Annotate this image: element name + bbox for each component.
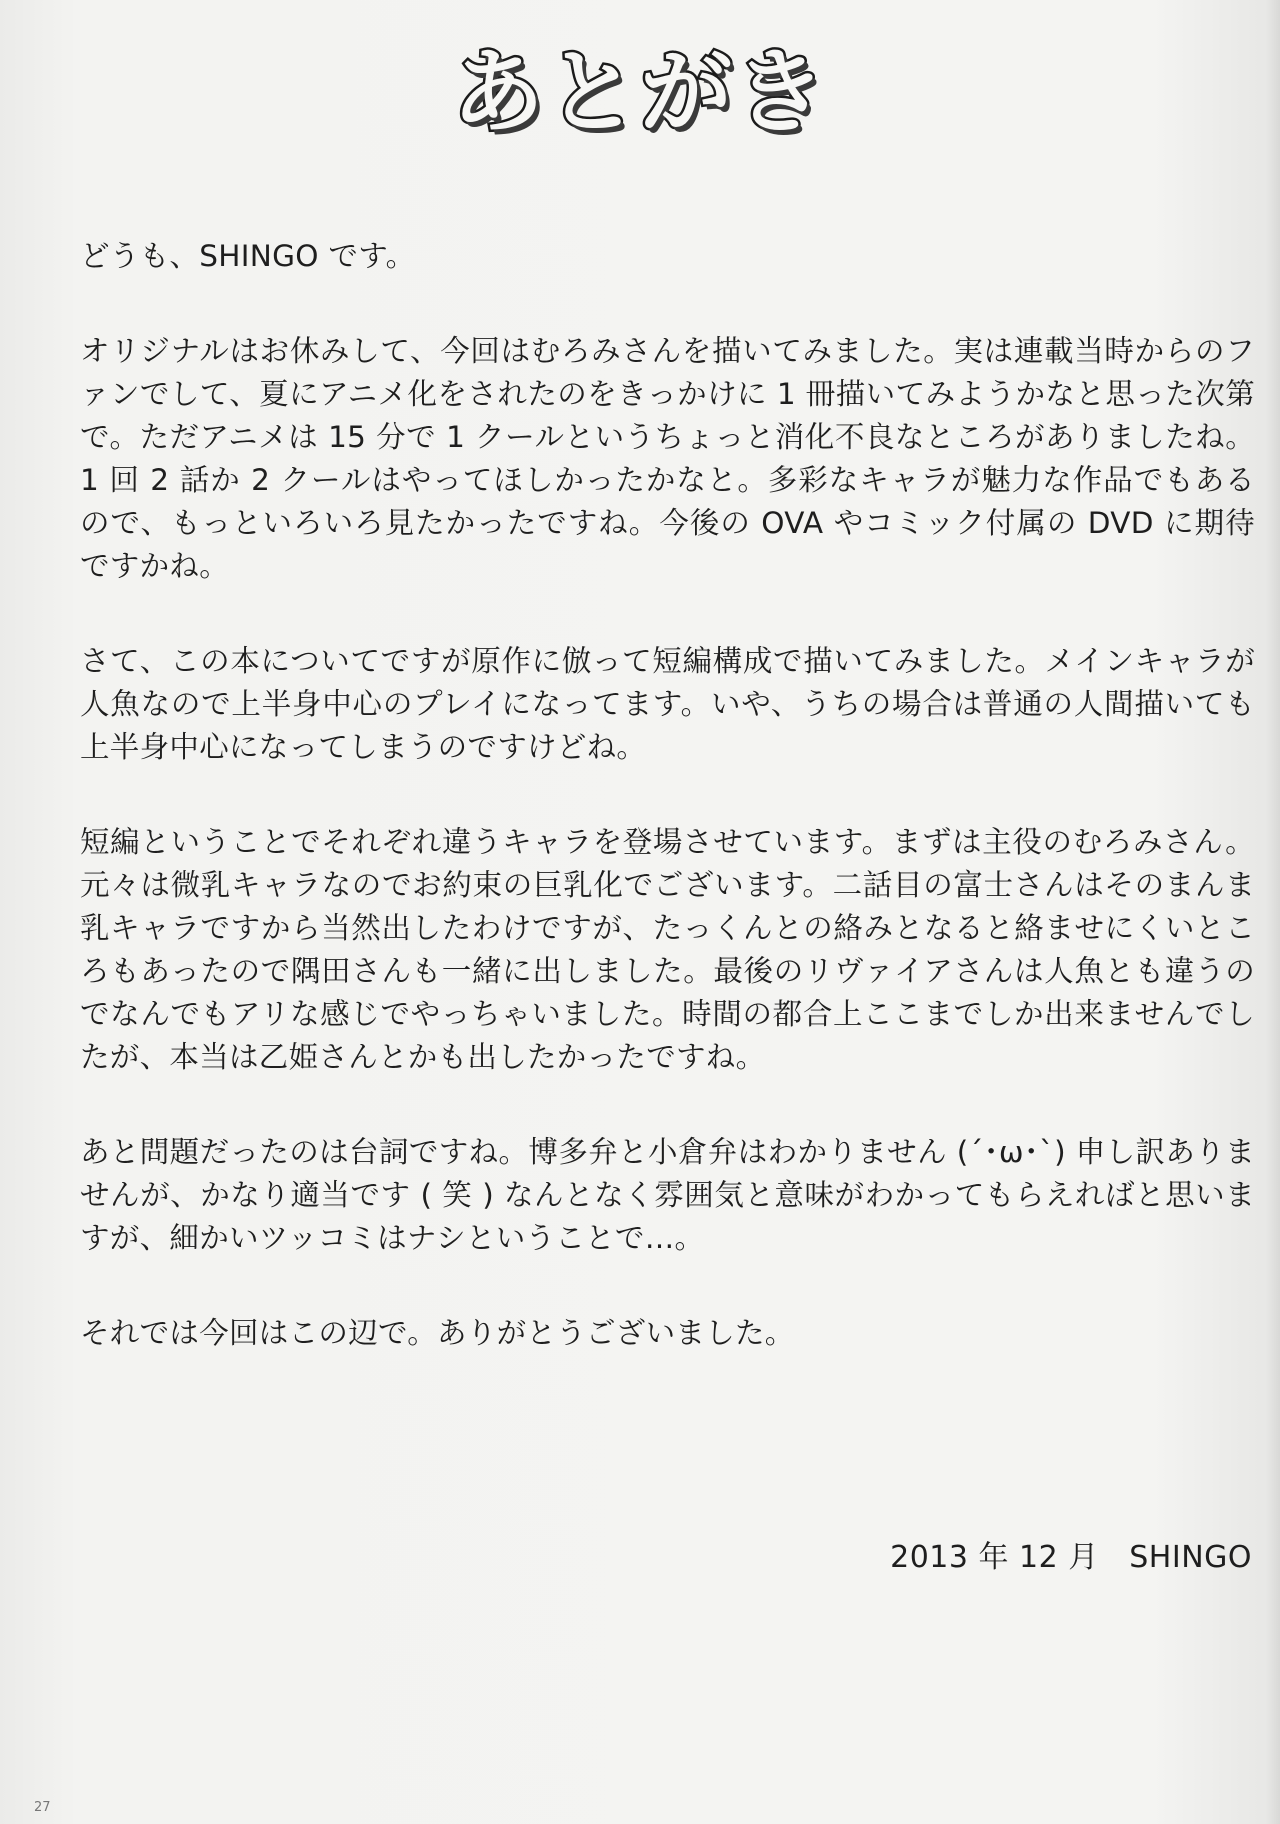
paragraph-book: さて、この本についてですが原作に倣って短編構成で描いてみました。メインキャラが人魚なので上半身中心のプレイになってます。いや、うちの場合は普通の人間描いても上半身中心になってしまうのですけどね。 <box>80 644 1255 764</box>
paragraph-greeting: どうも、SHINGO です。 <box>80 239 416 273</box>
paragraph-characters: 短編ということでそれぞれ違うキャラを登場させています。まずは主役のむろみさん。元々は微乳キャラなのでお約束の巨乳化でございます。二話目の富士さんはそのまんま乳キャラですから当然出したわけですが、たっくんとの絡みとなると絡ませにくいところもあったので隅田さんも一緒に出しました。最後のリヴァイアさんは人魚とも違うのでなんでもアリな感じでやっちゃいました。時間の都合上ここまでしか出来ませんでしたが、本当は乙姫さんとかも出したかったですね。 <box>80 825 1255 1074</box>
afterword-body <box>80 235 1255 1407</box>
paragraph-anime: オリジナルはお休みして、今回はむろみさんを描いてみました。実は連載当時からのファンでして、夏にアニメ化をされたのをきっかけに 1 冊描いてみようかなと思った次第で。ただアニメは 15 分で 1 クールというちょっと消化不良なところがありましたね。1 回 2 話か 2 クールはやってほしかったかなと。多彩なキャラが魅力な作品でもあるので、もっといろいろ見たかったですね。今後の OVA やコミック付属の DVD に期待ですかね。 <box>80 334 1255 583</box>
signature: 2013 年 12 月 SHINGO <box>890 1540 1252 1575</box>
page-title: あとがき <box>451 39 828 146</box>
page-edge-shadow <box>1266 0 1280 1824</box>
page-number: 27 <box>34 1800 51 1815</box>
paragraph-dialect: あと問題だったのは台詞ですね。博多弁と小倉弁はわかりません (´･ω･`) 申し訳ありませんが、かなり適当です ( 笑 ) なんとなく雰囲気と意味がわかってもらえればと思いますが、細かいツッコミはナシということで…。 <box>80 1135 1255 1255</box>
paragraph-closing: それでは今回はこの辺で。ありがとうございました。 <box>80 1316 795 1350</box>
